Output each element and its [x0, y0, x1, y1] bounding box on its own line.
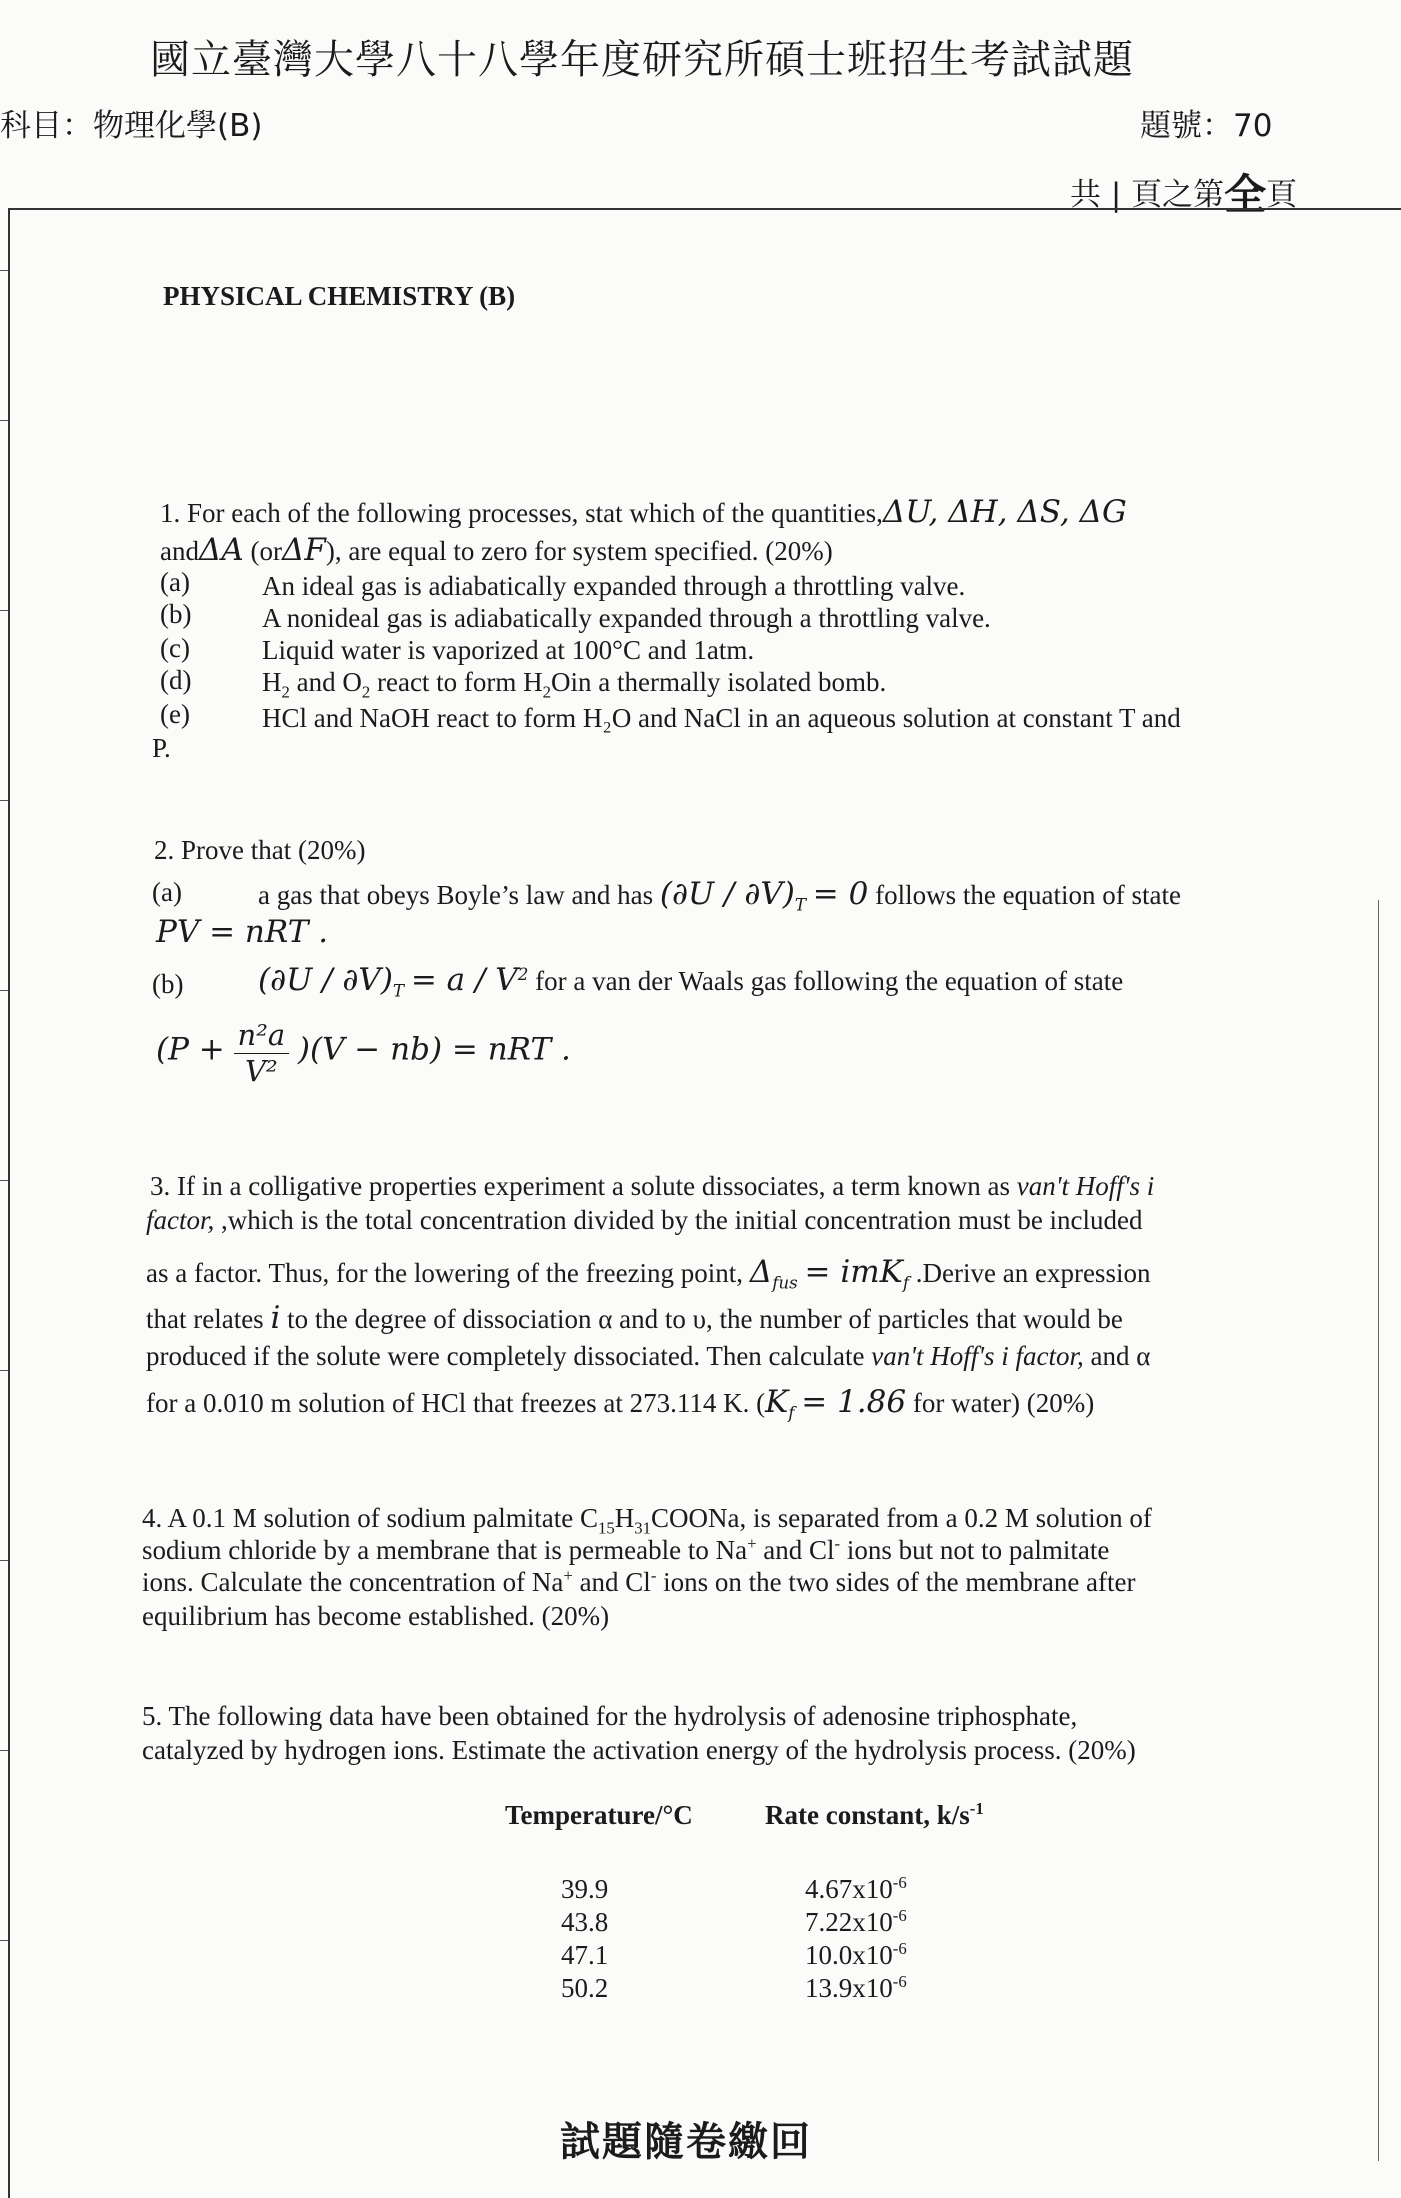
- q3-l6b: for water) (20%): [912, 1388, 1095, 1418]
- q1-stem: [160, 494, 1127, 531]
- margin-tick: [0, 800, 8, 801]
- q4-l2a: sodium chloride by a membrane that is permeable to Na: [142, 1535, 748, 1565]
- q3-l3a: as a factor. Thus, for the lowering of the freezing point,: [146, 1258, 744, 1288]
- q3-f: f: [902, 1272, 910, 1293]
- rate-table: [505, 1800, 984, 2005]
- q4-l3b: and Cl: [579, 1567, 651, 1597]
- margin-tick: [0, 420, 8, 421]
- q1-d-water: H: [523, 667, 543, 697]
- q4-l2b: and Cl: [763, 1535, 835, 1565]
- q4-l1b: COONa, is separated from a 0.2 M solution of: [650, 1503, 1152, 1533]
- q3-vant-hoff: van't Hoff's i: [1016, 1171, 1155, 1201]
- q3-eq: = imK: [804, 1254, 903, 1290]
- rate-cell: [765, 1939, 984, 1972]
- rate-exponent: -6: [892, 1939, 907, 1958]
- q2-b-eq: = a / V: [410, 962, 518, 998]
- margin-tick: [0, 270, 8, 271]
- q1-item-e-cont: P.: [152, 733, 171, 763]
- q1-item-e-label: (e): [160, 699, 190, 729]
- subject-label: 科目：物理化學(B): [0, 108, 263, 144]
- q1-item-a: An ideal gas is adiabatically expanded through a throttling valve.: [262, 571, 966, 601]
- q2-b-denominator: V²: [245, 1053, 278, 1088]
- q4-l2c: ions but not to palmitate: [846, 1535, 1110, 1565]
- q2-b-sup: 2: [517, 964, 529, 984]
- q1-item-d: $H_2$ and $O_2$ react to form $H_2Oin$ a thermally isolated bomb.: [262, 667, 887, 702]
- q4-cl-charge-2: -: [650, 1566, 657, 1585]
- q3-delta: Δ: [749, 1254, 773, 1290]
- margin-tick: [0, 1370, 8, 1371]
- q2-b-label: (b): [152, 969, 184, 999]
- q1-item-c-label: (c): [160, 633, 190, 663]
- q4-sub-15: 15: [598, 1518, 615, 1538]
- q2-stem: 2. Prove that (20%): [154, 835, 366, 865]
- rate-exponent: -6: [892, 1906, 907, 1925]
- rate-mantissa: 7.22x10: [805, 1907, 893, 1937]
- right-margin-line: [1378, 900, 1379, 2161]
- q1-and: and: [160, 536, 199, 566]
- table-row: [505, 1906, 984, 1939]
- q3-l3b: .Derive an expression: [915, 1258, 1151, 1288]
- q4-na-charge-2: +: [563, 1566, 573, 1585]
- q2-b-fraction: [234, 1018, 290, 1089]
- q2-b-math: (∂U / ∂V): [258, 962, 393, 998]
- margin-tick: [0, 1940, 8, 1941]
- rate-header-text: Rate constant, k/s: [765, 1800, 970, 1830]
- q1-d-rest: Oin a thermally isolated bomb.: [551, 667, 887, 697]
- q4-line-2: [142, 1534, 1109, 1566]
- table-row: [505, 1939, 984, 1972]
- rate-cell: [765, 1873, 984, 1906]
- q4-line-1: [142, 1502, 1152, 1538]
- page-prefix: 共 | 頁之第: [1070, 177, 1225, 213]
- q3-line-5: [146, 1340, 1150, 1372]
- q3-fus: fus: [772, 1272, 798, 1293]
- question-number: 題號：70: [1140, 108, 1273, 144]
- q2-b-eos-left: (P +: [156, 1031, 225, 1068]
- column-header-rate: [765, 1800, 984, 1873]
- margin-tick: [0, 1560, 8, 1561]
- q1-item-d-label: (d): [160, 665, 192, 695]
- q4-line-3: [142, 1566, 1136, 1598]
- q1-stem-text: 1. For each of the following processes, stat which of the quantities,: [160, 498, 883, 528]
- exam-heading: PHYSICAL CHEMISTRY (B): [163, 281, 516, 311]
- q5-line-2: catalyzed by hydrogen ions. Estimate the activation energy of the hydrolysis process. (20%): [142, 1735, 1136, 1765]
- q1-or: (or: [250, 536, 282, 566]
- q3-l2b: ,which is the total concentration divided by the initial concentration must be included: [221, 1205, 1143, 1235]
- q2-a-tail: follows the equation of state: [875, 880, 1182, 910]
- q4-l1a: 4. A 0.1 M solution of sodium palmitate C: [142, 1503, 599, 1533]
- q2-a-math: (∂U / ∂V): [659, 876, 795, 912]
- q4-cl-charge: -: [834, 1534, 841, 1553]
- q5-line-1: 5. The following data have been obtained for the hydrolysis of adenosine triphosphate,: [142, 1701, 1078, 1731]
- q1-d-h: H: [262, 667, 282, 697]
- column-header-temperature: Temperature/°C: [505, 1800, 693, 1830]
- margin-tick: [0, 1750, 8, 1751]
- temperature-cell: 39.9: [561, 1874, 609, 1904]
- q3-line-2: [146, 1204, 1143, 1236]
- q4-l3a: ions. Calculate the concentration of Na: [142, 1567, 564, 1597]
- q1-item-c: Liquid water is vaporized at 100°C and 1atm.: [262, 635, 755, 665]
- temperature-cell: 50.2: [561, 1973, 609, 2003]
- q2-b-sub: T: [392, 980, 405, 1001]
- q1-stem-2: [160, 532, 833, 569]
- rate-cell: [765, 1906, 984, 1939]
- q4-line-4: equilibrium has become established. (20%): [142, 1601, 610, 1631]
- q3-l6a: for a 0.010 m solution of HCl that freezes at 273.114 K. (: [146, 1388, 766, 1418]
- rate-exponent: -6: [892, 1972, 907, 1991]
- q3-l4b: to the degree of dissociation α and to υ, the number of particles that would be: [287, 1304, 1123, 1334]
- rate-header-sup: -1: [969, 1799, 984, 1818]
- q1-item-a-label: (a): [160, 567, 190, 597]
- margin-tick: [0, 1180, 8, 1181]
- q3-line-1: [150, 1170, 1154, 1202]
- q3-l5: produced if the solute were completely dissociated. Then calculate: [146, 1341, 865, 1371]
- q3-line-6: [146, 1384, 1094, 1421]
- q3-i: i: [270, 1300, 281, 1336]
- q2-a-eos: PV = nRT .: [156, 914, 329, 950]
- margin-tick: [0, 610, 8, 611]
- q1-d-text: react to form: [376, 667, 517, 697]
- q1-delta-a: ΔA: [198, 532, 244, 568]
- q3-factor: factor,: [146, 1205, 222, 1235]
- rate-mantissa: 10.0x10: [805, 1940, 893, 1970]
- q4-h: H: [614, 1503, 635, 1533]
- q4-l3c: ions on the two sides of the membrane after: [663, 1567, 1136, 1597]
- page-suffix: 頁: [1266, 177, 1298, 213]
- rate-mantissa: 13.9x10: [805, 1973, 893, 2003]
- q4-sub-31: 31: [634, 1518, 651, 1538]
- q3-l4a: that relates: [146, 1304, 264, 1334]
- footer-note: 試題隨卷繳回: [560, 2119, 812, 2165]
- q2-a-label: (a): [152, 877, 182, 907]
- temperature-cell: 47.1: [561, 1940, 609, 1970]
- rate-mantissa: 4.67x10: [805, 1874, 893, 1904]
- q3-l5b: and α: [1090, 1341, 1151, 1371]
- q2-a-text: a gas that obeys Boyle’s law and has: [258, 880, 654, 910]
- q2-a-eq: = 0: [812, 876, 869, 912]
- q2-a: [258, 876, 1181, 913]
- q1-item-e: HCl and NaOH react to form H₂O and NaCl in an aqueous solution at constant T and: [262, 703, 1181, 733]
- q1-quantities: ΔU, ΔH, ΔS, ΔG: [882, 494, 1127, 530]
- q3-kf-value: = 1.86: [801, 1384, 907, 1420]
- q4-na-charge: +: [747, 1534, 757, 1553]
- q3-line-3: [146, 1254, 1150, 1291]
- temperature-cell: 43.8: [561, 1907, 609, 1937]
- q1-item-b: A nonideal gas is adiabatically expanded through a throttling valve.: [262, 603, 991, 633]
- q2-a-sub: T: [794, 894, 807, 915]
- q3-line-4: [146, 1300, 1123, 1337]
- table-row: [505, 1873, 984, 1906]
- exam-title: 國立臺灣大學八十八學年度研究所碩士班招生考試試題: [150, 37, 1134, 83]
- rate-cell: [765, 1972, 984, 2005]
- q2-b: [258, 962, 1123, 999]
- q1-d-and: and O: [296, 667, 362, 697]
- q1-tail: ), are equal to zero for system specified. (20%): [325, 536, 833, 566]
- q2-b-tail: for a van der Waals gas following the equation of state: [535, 966, 1124, 996]
- q3-kf-sub: f: [788, 1402, 795, 1423]
- q3-l1a: 3. If in a colligative properties experiment a solute dissociates, a term known as: [150, 1171, 1010, 1201]
- rate-table-header: [505, 1800, 984, 1873]
- q1-delta-f: ΔF: [282, 532, 326, 568]
- rate-exponent: -6: [892, 1873, 907, 1892]
- q2-b-numerator: n²a: [234, 1018, 290, 1054]
- table-row: [505, 1972, 984, 2005]
- q2-b-eos: [156, 1018, 571, 1089]
- page-mark: 全: [1224, 170, 1267, 219]
- q3-l5i: van't Hoff's i factor,: [871, 1341, 1084, 1371]
- q2-b-eos-right: )(V − nb) = nRT .: [297, 1031, 571, 1068]
- q3-kf: K: [765, 1384, 789, 1420]
- q1-item-b-label: (b): [160, 599, 192, 629]
- margin-tick: [0, 990, 8, 991]
